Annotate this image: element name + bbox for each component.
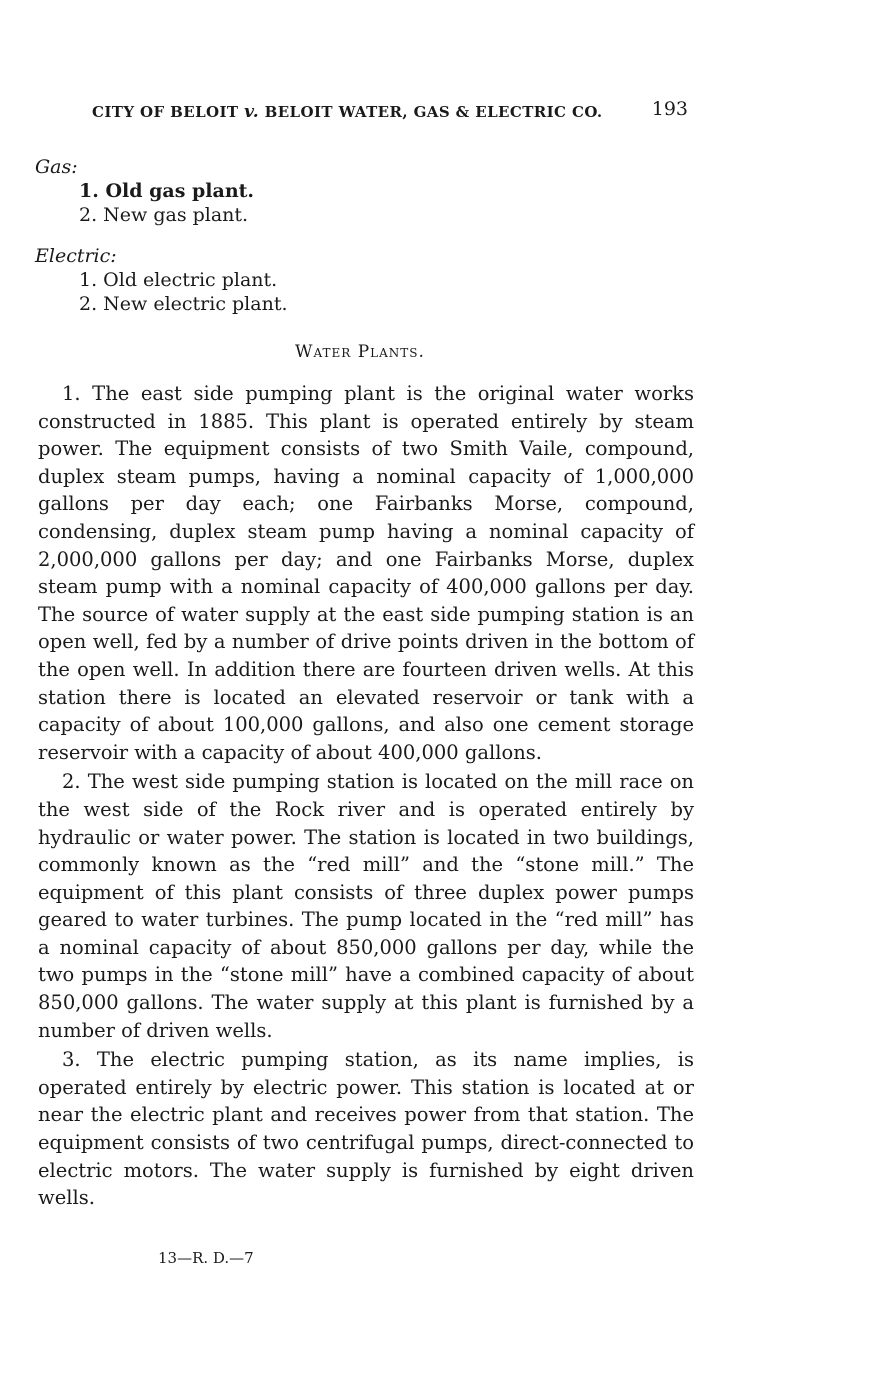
electric-label: Electric:	[35, 245, 117, 267]
gas-item-old: 1. Old gas plant.	[79, 180, 255, 202]
gas-label: Gas:	[35, 156, 78, 178]
printer-signature: 13—R. D.—7	[158, 1249, 254, 1267]
paragraph-electric-station: 3. The electric pumping station, as its name implies, is operated entirely by electric power. This station is located at or near the electric plant and receives power from that station. The equipment consists of two centrifugal pumps, direct-connected to electric motors. The water supply is furnished by eight driven wells.	[38, 1048, 694, 1210]
case-title-defendant: BELOIT WATER, GAS & ELECTRIC CO.	[259, 103, 603, 121]
body-text	[38, 380, 694, 1214]
gas-item-new: 2. New gas plant.	[79, 204, 249, 226]
case-title-plaintiff: CITY OF BELOIT	[92, 103, 245, 121]
gas-section	[35, 155, 254, 227]
electric-item-new: 2. New electric plant.	[79, 293, 288, 315]
case-title	[92, 102, 603, 122]
paragraph-east-side: 1. The east side pumping plant is the original water works constructed in 1885. This plant is operated entirely by steam power. The equipment consists of two Smith Vaile, compound, duplex steam pumps, having a nominal capacity of 1,000,000 gallons per day each; one Fairbanks Morse, compound, condensing, duplex steam pump having a nominal capacity of 2,000,000 gallons per day; and one Fairbanks Morse, duplex steam pump with a nominal capacity of 400,000 gallons per day. The source of water supply at the east side pumping station is an open well, fed by a number of drive points driven in the bottom of the open well. In addition there are fourteen driven wells. At this station there is located an elevated reservoir or tank with a capacity of about 100,000 gallons, and also one cement storage reservoir with a capacity of about 400,000 gallons.	[38, 382, 694, 764]
case-title-versus: v.	[244, 102, 260, 122]
section-heading	[0, 342, 720, 362]
section-heading-text: Water Plants.	[295, 342, 425, 362]
running-header	[92, 98, 692, 126]
electric-item-old: 1. Old electric plant.	[79, 269, 278, 291]
electric-section	[35, 244, 288, 316]
paragraph-west-side: 2. The west side pumping station is located on the mill race on the west side of the Rock river and is operated entirely by hydraulic or water power. The station is located in two buildings, commonly known as the “red mill” and the “stone mill.” The equipment of this plant consists of three duplex power pumps geared to water turbines. The pump located in the “red mill” has a nominal capacity of about 850,000 gallons per day, while the two pumps in the “stone mill” have a combined capacity of about 850,000 gallons. The water supply at this plant is furnished by a number of driven wells.	[38, 770, 694, 1042]
page-number: 193	[651, 98, 688, 120]
